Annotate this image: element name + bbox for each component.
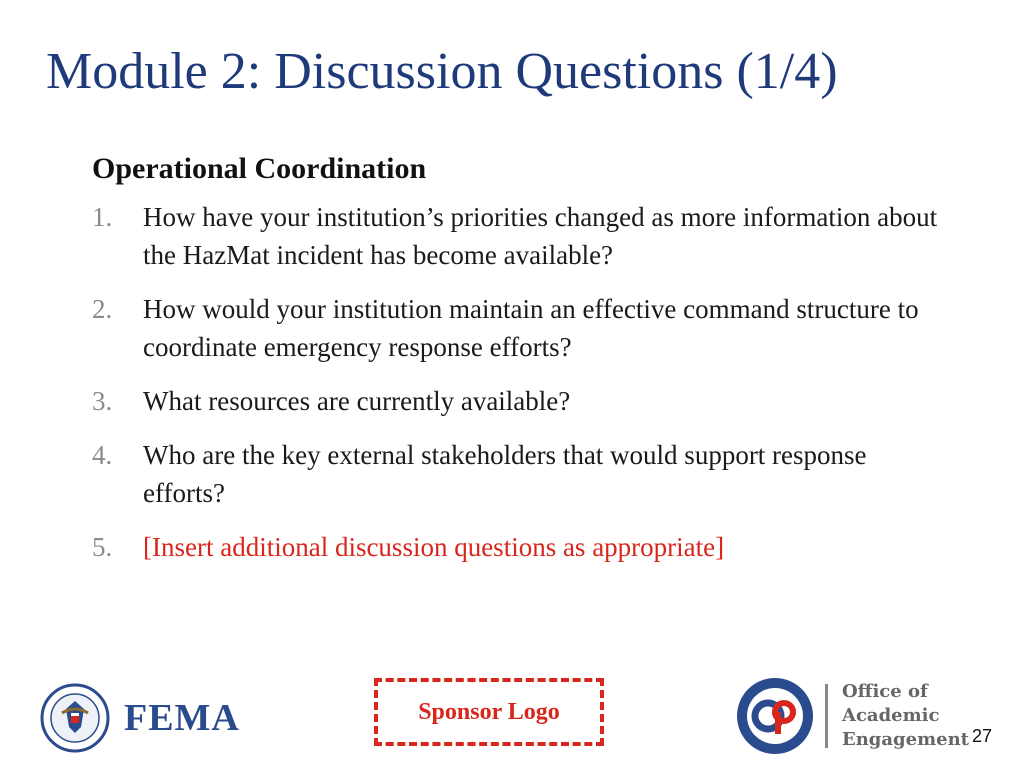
question-item-placeholder bbox=[92, 528, 952, 566]
question-number: 5. bbox=[92, 532, 113, 562]
question-text: Who are the key external stakeholders that would support response efforts? bbox=[143, 440, 867, 508]
question-item bbox=[92, 436, 952, 512]
question-number: 1. bbox=[92, 202, 113, 232]
sponsor-logo-placeholder bbox=[374, 678, 604, 746]
oae-line: Office of bbox=[842, 681, 928, 702]
oae-line: Academic bbox=[842, 705, 940, 726]
oae-line: Engagement bbox=[842, 729, 969, 750]
office-academic-engagement-logo bbox=[735, 676, 969, 756]
section-subheading: Operational Coordination bbox=[92, 152, 427, 185]
question-text: How have your institution’s priorities changed as more information about the HazMat incident has become available? bbox=[143, 202, 938, 270]
campus-resilience-seal-icon bbox=[735, 676, 815, 756]
dhs-seal-icon bbox=[40, 683, 110, 753]
question-text-placeholder: [Insert additional discussion questions as appropriate] bbox=[143, 532, 725, 562]
fema-logo bbox=[40, 682, 240, 754]
question-list bbox=[92, 198, 952, 566]
logo-divider bbox=[825, 684, 828, 748]
question-item bbox=[92, 382, 952, 420]
question-number: 3. bbox=[92, 386, 113, 416]
slide-title: Module 2: Discussion Questions (1/4) bbox=[46, 43, 838, 100]
question-number: 4. bbox=[92, 440, 113, 470]
question-text: What resources are currently available? bbox=[143, 386, 571, 416]
sponsor-logo-label: Sponsor Logo bbox=[418, 698, 560, 725]
question-item bbox=[92, 198, 952, 274]
question-text: How would your institution maintain an effective command structure to coordinate emergency response efforts? bbox=[143, 294, 919, 362]
page-number: 27 bbox=[972, 726, 993, 746]
question-number: 2. bbox=[92, 294, 113, 324]
question-item bbox=[92, 290, 952, 366]
fema-wordmark: FEMA bbox=[124, 697, 240, 739]
oae-text-block bbox=[842, 680, 969, 752]
slide-content bbox=[92, 152, 952, 582]
